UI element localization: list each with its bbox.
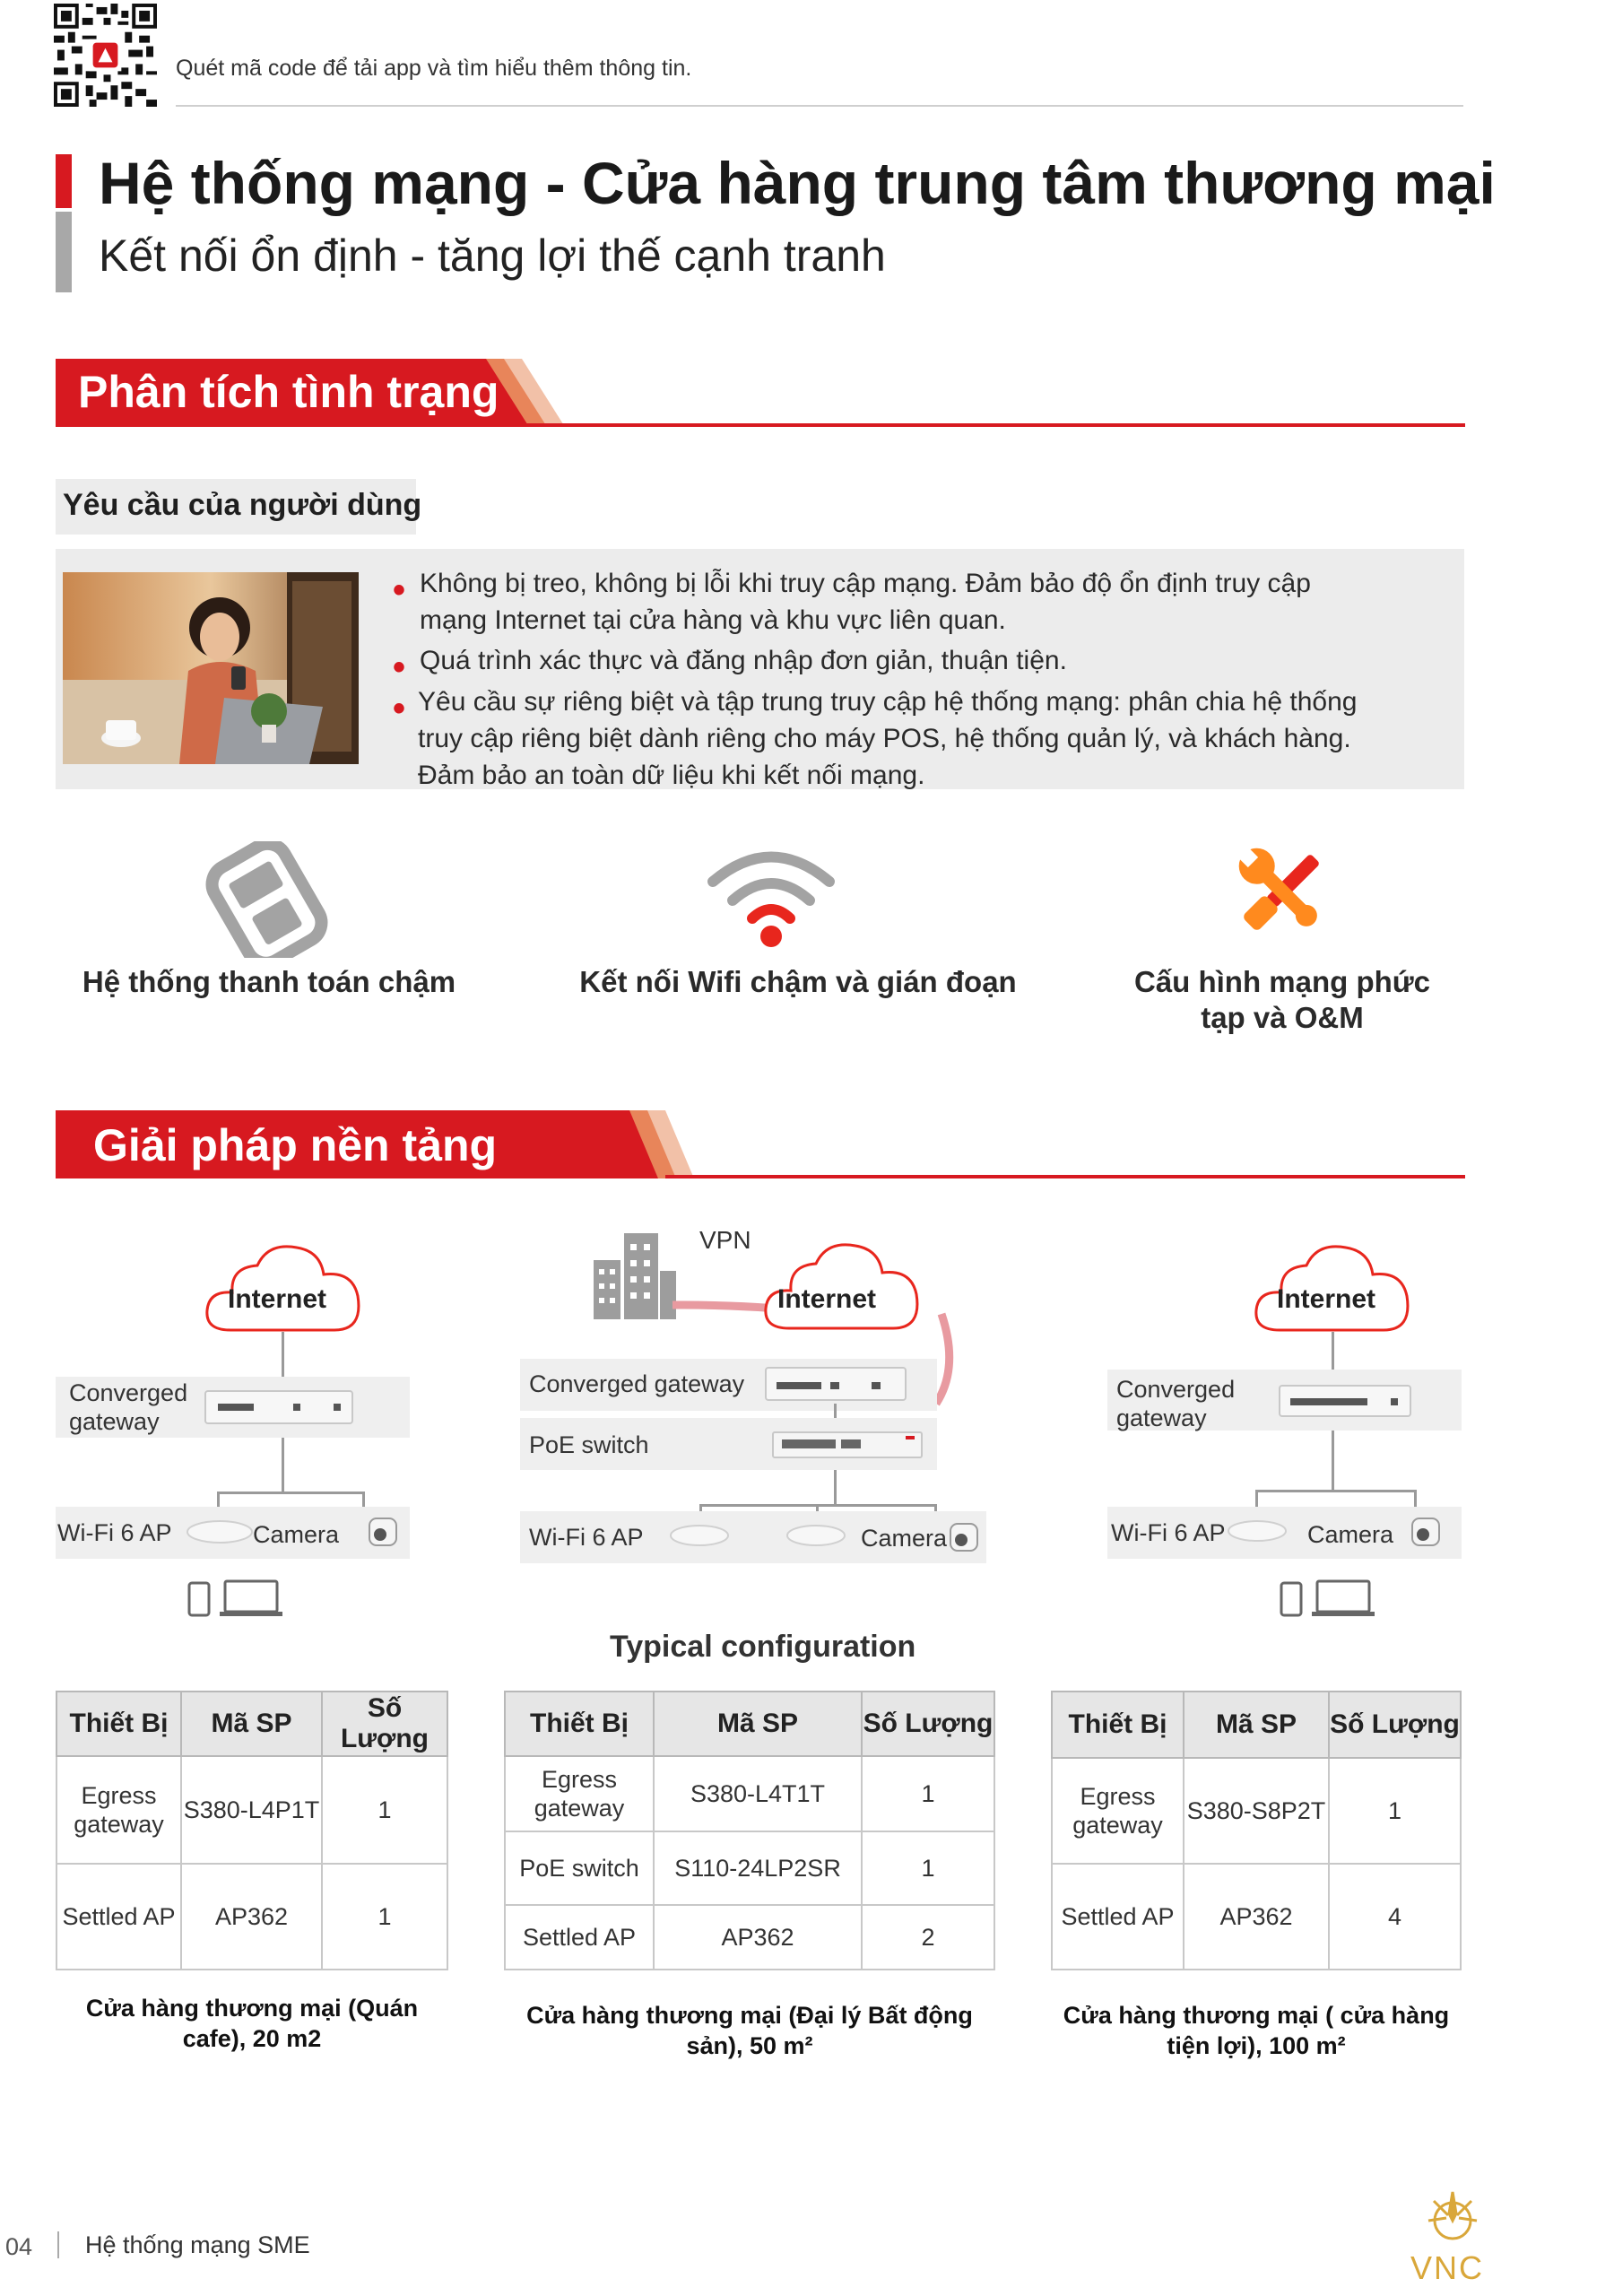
ap-label: Wi-Fi 6 AP bbox=[1111, 1519, 1226, 1546]
link-line bbox=[1255, 1490, 1417, 1492]
pos-terminal-icon bbox=[197, 841, 332, 962]
link-line bbox=[282, 1332, 284, 1381]
table-header: Mã SP bbox=[654, 1692, 862, 1756]
link-line bbox=[217, 1492, 365, 1494]
table-row bbox=[56, 1864, 447, 1970]
table-cell-qty: 1 bbox=[322, 1756, 447, 1864]
table-cell-device bbox=[505, 1756, 654, 1831]
table-header: Thiết Bị bbox=[1052, 1692, 1184, 1758]
ap-label: Wi-Fi 6 AP bbox=[529, 1524, 644, 1551]
table-cell-code: S380-L4P1T bbox=[181, 1756, 322, 1864]
bullet-1-line-1: Không bị treo, không bị lỗi khi truy cập mạng. Đảm bảo độ ổn định truy cập bbox=[420, 569, 1311, 598]
client-devices-icon bbox=[1278, 1576, 1385, 1621]
camera-label: Camera bbox=[861, 1525, 948, 1552]
table-row bbox=[505, 1831, 994, 1905]
bullet-dot: • bbox=[393, 689, 406, 728]
gateway-device-icon bbox=[204, 1386, 356, 1431]
footer-doc-title: Hệ thống mạng SME bbox=[85, 2231, 310, 2258]
bullet-2-line-1: Quá trình xác thực và đăng nhập đơn giản, thuận tiện. bbox=[420, 646, 1067, 675]
needs-label: Yêu cầu của người dùng bbox=[63, 488, 422, 522]
page-subtitle: Kết nối ổn định - tăng lợi thế cạnh tranh bbox=[99, 230, 886, 281]
table-row bbox=[1052, 1758, 1461, 1864]
diagram-cafe bbox=[56, 1233, 414, 1574]
caption-cafe bbox=[56, 1993, 448, 2054]
problem-label-wifi: Kết nối Wifi chậm và gián đoạn bbox=[579, 965, 1017, 998]
qr-code[interactable] bbox=[54, 4, 157, 107]
table-cell-code: AP362 bbox=[654, 1905, 862, 1970]
table-cell-code: AP362 bbox=[181, 1864, 322, 1970]
bullet-dot: • bbox=[393, 570, 406, 610]
caption-convenience-store bbox=[1051, 2000, 1462, 2061]
table-cell-device bbox=[56, 1756, 181, 1864]
table-cell-qty: 1 bbox=[862, 1756, 994, 1831]
section-heading-solution: Giải pháp nền tảng bbox=[93, 1120, 498, 1170]
caption-line: Cửa hàng thương mại (Đại lý Bất động bbox=[526, 2002, 973, 2029]
problem-label-config-line-1: Cấu hình mạng phức bbox=[1133, 965, 1431, 998]
customer-photo bbox=[63, 572, 359, 764]
gateway-label bbox=[69, 1378, 187, 1436]
cell-line: Egress bbox=[1080, 1783, 1156, 1810]
section-rule bbox=[522, 423, 1465, 427]
vnc-logo-icon bbox=[1421, 2187, 1484, 2249]
camera-icon bbox=[941, 1517, 986, 1561]
table-header: Số Lượng bbox=[1329, 1692, 1461, 1758]
gateway-label-line-1: Converged bbox=[1116, 1376, 1236, 1403]
camera-label: Camera bbox=[1307, 1521, 1394, 1548]
table-header: Số Lượng bbox=[862, 1692, 994, 1756]
client-devices-icon bbox=[186, 1576, 293, 1621]
title-accent-bar-grey bbox=[56, 212, 72, 292]
vpn-label: VPN bbox=[699, 1226, 751, 1254]
link-line bbox=[1332, 1332, 1334, 1372]
table-row bbox=[505, 1756, 994, 1831]
table-cell-qty: 1 bbox=[1329, 1758, 1461, 1864]
diagram-convenience-store bbox=[1107, 1233, 1466, 1574]
table-row bbox=[1052, 1864, 1461, 1970]
table-header: Số Lượng bbox=[322, 1692, 447, 1756]
table-header: Mã SP bbox=[1184, 1692, 1329, 1758]
gateway-label bbox=[1116, 1375, 1235, 1432]
camera-label: Camera bbox=[253, 1521, 340, 1548]
table-cell-device: Settled AP bbox=[1052, 1864, 1184, 1970]
table-row bbox=[56, 1756, 447, 1864]
table-cell-code: S380-S8P2T bbox=[1184, 1758, 1329, 1864]
table-cell-qty: 1 bbox=[322, 1864, 447, 1970]
config-table-real-estate bbox=[504, 1691, 995, 1970]
page-number: 04 bbox=[5, 2233, 33, 2260]
ap-device-icon bbox=[184, 1518, 256, 1545]
table-cell-code: S380-L4T1T bbox=[654, 1756, 862, 1831]
qr-caption: Quét mã code để tải app và tìm hiểu thêm thông tin. bbox=[176, 56, 692, 81]
table-cell-qty: 4 bbox=[1329, 1864, 1461, 1970]
table-header: Thiết Bị bbox=[56, 1692, 181, 1756]
cell-line: Egress bbox=[81, 1782, 157, 1809]
needs-label-box bbox=[56, 479, 422, 535]
table-row bbox=[505, 1905, 994, 1970]
gateway-label-line-2: gateway bbox=[1116, 1405, 1207, 1431]
ap-device-icon bbox=[1226, 1518, 1289, 1544]
tools-icon bbox=[1228, 836, 1336, 952]
ap-device-icon bbox=[668, 1523, 731, 1548]
gateway-label-line-2: gateway bbox=[69, 1408, 160, 1435]
cell-line: gateway bbox=[74, 1811, 164, 1838]
table-cell-qty: 2 bbox=[862, 1905, 994, 1970]
table-header: Mã SP bbox=[181, 1692, 322, 1756]
link-line bbox=[1332, 1431, 1334, 1492]
caption-line: Cửa hàng thương mại ( cửa hàng bbox=[1063, 2002, 1450, 2029]
caption-line: Cửa hàng thương mại (Quán bbox=[85, 1995, 419, 2022]
ap-device-icon bbox=[785, 1523, 847, 1548]
table-cell-code: AP362 bbox=[1184, 1864, 1329, 1970]
cloud-label: Internet bbox=[228, 1284, 327, 1314]
config-table-convenience-store bbox=[1051, 1691, 1462, 1970]
section-heading-analysis: Phân tích tình trạng bbox=[78, 367, 499, 417]
cell-line: Egress bbox=[541, 1766, 618, 1793]
cloud-label: Internet bbox=[1277, 1284, 1376, 1314]
section-rule bbox=[665, 1175, 1465, 1178]
wifi-icon bbox=[704, 841, 838, 953]
bullet-3-line-3: Đảm bảo an toàn dữ liệu khi kết nối mạng. bbox=[418, 761, 925, 790]
ap-label: Wi-Fi 6 AP bbox=[57, 1519, 172, 1546]
gateway-device-icon bbox=[1278, 1382, 1412, 1422]
table-cell-qty: 1 bbox=[862, 1831, 994, 1905]
table-cell-device: Settled AP bbox=[505, 1905, 654, 1970]
vnc-logo-text: VNC bbox=[1410, 2249, 1485, 2286]
switch-label: PoE switch bbox=[529, 1431, 649, 1458]
cell-line: gateway bbox=[1072, 1812, 1163, 1839]
table-cell-device: Settled AP bbox=[56, 1864, 181, 1970]
problem-label-config bbox=[1094, 964, 1471, 1036]
camera-icon bbox=[1403, 1511, 1448, 1556]
camera-icon bbox=[360, 1511, 405, 1556]
bullet-3-line-2: truy cập riêng biệt dành riêng cho máy POS, hệ thống quản lý, và khách hàng. bbox=[418, 724, 1351, 753]
table-cell-device: PoE switch bbox=[505, 1831, 654, 1905]
title-accent-bar bbox=[56, 154, 72, 208]
footer-separator bbox=[57, 2231, 59, 2258]
bullet-dot: • bbox=[393, 648, 406, 687]
diagram-real-estate bbox=[520, 1215, 986, 1574]
table-cell-device bbox=[1052, 1758, 1184, 1864]
gateway-label-line-1: Converged bbox=[69, 1379, 188, 1406]
section-banner-analysis bbox=[56, 359, 1465, 430]
caption-line: sản), 50 m² bbox=[686, 2032, 813, 2059]
caption-line: cafe), 20 m2 bbox=[182, 2025, 322, 2052]
config-table-cafe bbox=[56, 1691, 448, 1970]
problem-label-config-line-2: tạp và O&M bbox=[1201, 1001, 1364, 1034]
typical-configuration-heading: Typical configuration bbox=[610, 1630, 916, 1664]
cloud-label: Internet bbox=[777, 1284, 877, 1314]
table-cell-code: S110-24LP2SR bbox=[654, 1831, 862, 1905]
switch-device-icon bbox=[771, 1425, 924, 1465]
gateway-device-icon bbox=[764, 1364, 907, 1405]
gateway-label: Converged gateway bbox=[529, 1370, 745, 1397]
bullet-1-line-2: mạng Internet tại cửa hàng và khu vực liên quan. bbox=[420, 605, 1006, 635]
bullet-3-line-1: Yêu cầu sự riêng biệt và tập trung truy cập hệ thống mạng: phân chia hệ thống bbox=[418, 687, 1358, 717]
caption-real-estate bbox=[504, 2000, 995, 2061]
header-divider bbox=[176, 105, 1463, 107]
cell-line: gateway bbox=[534, 1795, 625, 1822]
page-title: Hệ thống mạng - Cửa hàng trung tâm thương mại bbox=[99, 150, 1496, 216]
table-header: Thiết Bị bbox=[505, 1692, 654, 1756]
link-line bbox=[282, 1438, 284, 1493]
section-banner-solution bbox=[56, 1110, 1465, 1182]
caption-line: tiện lợi), 100 m² bbox=[1167, 2032, 1346, 2059]
link-line bbox=[834, 1470, 837, 1506]
problem-label-payment: Hệ thống thanh toán chậm bbox=[82, 965, 456, 998]
